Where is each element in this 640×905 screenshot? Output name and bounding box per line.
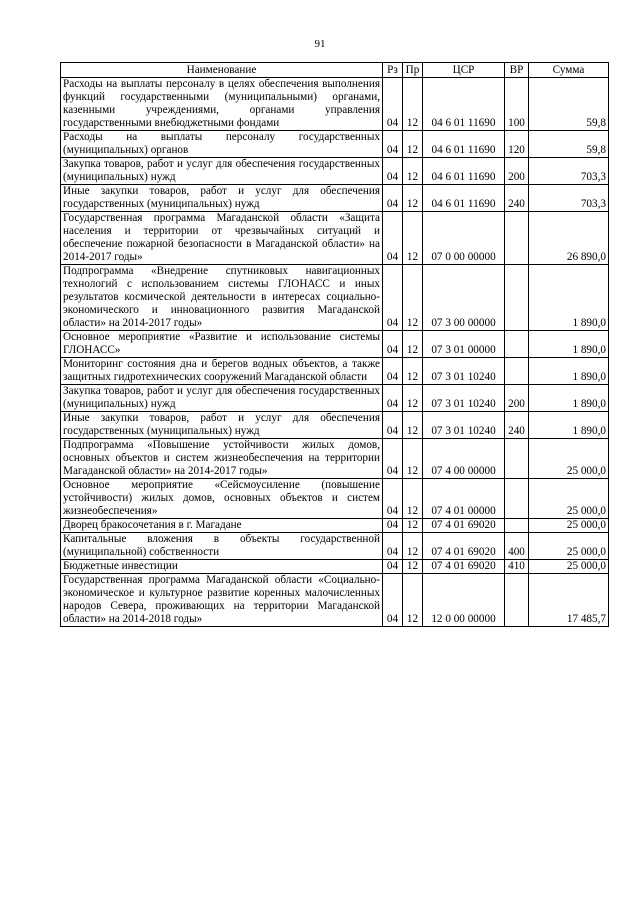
table-row: [61, 412, 609, 439]
row-csr: 07 0 00 00000: [423, 212, 505, 265]
row-rz: 04: [383, 519, 403, 533]
page-number: 91: [314, 38, 326, 50]
table-row: [61, 385, 609, 412]
row-csr: 07 4 00 00000: [423, 439, 505, 479]
row-rz: 04: [383, 479, 403, 519]
header-name: Наименование: [61, 63, 383, 78]
table-row: [61, 560, 609, 574]
header-vr: ВР: [505, 63, 529, 78]
row-name: Подпрограмма «Повышение устойчивости жилых домов, основных объектов и систем жизнеобеспечения на территории Магаданской области» на 2014-2017 годы»: [61, 439, 383, 479]
row-csr: 07 3 00 00000: [423, 265, 505, 331]
table-row: [61, 131, 609, 158]
row-sum: 703,3: [529, 158, 609, 185]
row-rz: 04: [383, 574, 403, 627]
row-vr: [505, 479, 529, 519]
row-rz: 04: [383, 185, 403, 212]
row-pr: 12: [403, 574, 423, 627]
row-rz: 04: [383, 131, 403, 158]
row-pr: 12: [403, 131, 423, 158]
row-pr: 12: [403, 412, 423, 439]
row-rz: 04: [383, 439, 403, 479]
row-vr: [505, 265, 529, 331]
table-row: [61, 479, 609, 519]
row-csr: 12 0 00 00000: [423, 574, 505, 627]
row-vr: [505, 331, 529, 358]
row-csr: 04 6 01 11690: [423, 131, 505, 158]
row-rz: 04: [383, 265, 403, 331]
row-name: Капитальные вложения в объекты государственной (муниципальной) собственности: [61, 533, 383, 560]
row-name: Мониторинг состояния дна и берегов водных объектов, а также защитных гидротехнических сооружений Магаданской области: [61, 358, 383, 385]
header-csr: ЦСР: [423, 63, 505, 78]
row-csr: 07 3 01 00000: [423, 331, 505, 358]
row-rz: 04: [383, 412, 403, 439]
row-pr: 12: [403, 560, 423, 574]
row-name: Подпрограмма «Внедрение спутниковых навигационных технологий с использованием системы ГЛОНАСС и иных результатов космической деятельности в интересах социально-экономического и инновационного развития Магаданской области» на 2014-2017 годы»: [61, 265, 383, 331]
row-rz: 04: [383, 331, 403, 358]
row-csr: 04 6 01 11690: [423, 78, 505, 131]
row-rz: 04: [383, 78, 403, 131]
budget-table: [60, 62, 609, 627]
row-csr: 07 4 01 69020: [423, 533, 505, 560]
row-pr: 12: [403, 519, 423, 533]
row-name: Расходы на выплаты персоналу государственных (муниципальных) органов: [61, 131, 383, 158]
table-row: [61, 358, 609, 385]
row-name: Государственная программа Магаданской области «Социально-экономическое и культурное развитие коренных малочисленных народов Севера, проживающих на территории Магаданской области» на 2014-2018 годы»: [61, 574, 383, 627]
row-name: Иные закупки товаров, работ и услуг для обеспечения государственных (муниципальных) нужд: [61, 412, 383, 439]
row-pr: 12: [403, 158, 423, 185]
row-sum: 1 890,0: [529, 358, 609, 385]
row-vr: [505, 574, 529, 627]
table-header-row: [61, 63, 609, 78]
row-csr: 07 4 01 00000: [423, 479, 505, 519]
row-vr: [505, 519, 529, 533]
row-name: Дворец бракосочетания в г. Магадане: [61, 519, 383, 533]
row-name: Бюджетные инвестиции: [61, 560, 383, 574]
row-name: Закупка товаров, работ и услуг для обеспечения государственных (муниципальных) нужд: [61, 385, 383, 412]
row-rz: 04: [383, 385, 403, 412]
header-rz: Рз: [383, 63, 403, 78]
row-name: Иные закупки товаров, работ и услуг для обеспечения государственных (муниципальных) нужд: [61, 185, 383, 212]
table-row: [61, 519, 609, 533]
table-row: [61, 439, 609, 479]
table-row: [61, 212, 609, 265]
row-rz: 04: [383, 358, 403, 385]
row-pr: 12: [403, 385, 423, 412]
row-vr: 240: [505, 412, 529, 439]
row-pr: 12: [403, 212, 423, 265]
row-csr: 07 3 01 10240: [423, 358, 505, 385]
row-csr: 07 3 01 10240: [423, 385, 505, 412]
row-csr: 07 3 01 10240: [423, 412, 505, 439]
row-csr: 04 6 01 11690: [423, 158, 505, 185]
row-sum: 25 000,0: [529, 439, 609, 479]
row-name: Расходы на выплаты персоналу в целях обеспечения выполнения функций государственными (муниципальными) органами, казенными учреждениями, органами управления государственными внебюджетными фондами: [61, 78, 383, 131]
row-pr: 12: [403, 533, 423, 560]
row-csr: 07 4 01 69020: [423, 519, 505, 533]
row-vr: 100: [505, 78, 529, 131]
row-sum: 26 890,0: [529, 212, 609, 265]
row-vr: 200: [505, 158, 529, 185]
row-pr: 12: [403, 185, 423, 212]
row-sum: 1 890,0: [529, 385, 609, 412]
row-pr: 12: [403, 331, 423, 358]
row-vr: [505, 358, 529, 385]
row-sum: 1 890,0: [529, 331, 609, 358]
row-sum: 1 890,0: [529, 412, 609, 439]
row-vr: 200: [505, 385, 529, 412]
row-vr: [505, 439, 529, 479]
table-row: [61, 331, 609, 358]
table-row: [61, 533, 609, 560]
row-sum: 59,8: [529, 131, 609, 158]
header-sum: Сумма: [529, 63, 609, 78]
row-name: Закупка товаров, работ и услуг для обеспечения государственных (муниципальных) нужд: [61, 158, 383, 185]
header-pr: Пр: [403, 63, 423, 78]
row-vr: 400: [505, 533, 529, 560]
row-vr: 120: [505, 131, 529, 158]
row-sum: 1 890,0: [529, 265, 609, 331]
table-row: [61, 574, 609, 627]
table-row: [61, 265, 609, 331]
row-sum: 25 000,0: [529, 479, 609, 519]
table-row: [61, 185, 609, 212]
row-rz: 04: [383, 158, 403, 185]
row-csr: 07 4 01 69020: [423, 560, 505, 574]
row-sum: 25 000,0: [529, 533, 609, 560]
row-vr: 410: [505, 560, 529, 574]
row-rz: 04: [383, 560, 403, 574]
row-pr: 12: [403, 479, 423, 519]
row-pr: 12: [403, 78, 423, 131]
row-csr: 04 6 01 11690: [423, 185, 505, 212]
row-name: Основное мероприятие «Сейсмоусиление (повышение устойчивости) жилых домов, основных объектов и систем жизнеобеспечения»: [61, 479, 383, 519]
table-row: [61, 78, 609, 131]
row-pr: 12: [403, 358, 423, 385]
row-name: Основное мероприятие «Развитие и использование системы ГЛОНАСС»: [61, 331, 383, 358]
row-name: Государственная программа Магаданской области «Защита населения и территории от чрезвычайных ситуаций и обеспечение пожарной безопасности в Магаданской области» на 2014-2017 годы»: [61, 212, 383, 265]
row-sum: 25 000,0: [529, 560, 609, 574]
row-sum: 17 485,7: [529, 574, 609, 627]
table-row: [61, 158, 609, 185]
row-rz: 04: [383, 533, 403, 560]
row-vr: [505, 212, 529, 265]
row-sum: 25 000,0: [529, 519, 609, 533]
row-vr: 240: [505, 185, 529, 212]
row-rz: 04: [383, 212, 403, 265]
row-pr: 12: [403, 439, 423, 479]
row-sum: 703,3: [529, 185, 609, 212]
row-pr: 12: [403, 265, 423, 331]
row-sum: 59,8: [529, 78, 609, 131]
